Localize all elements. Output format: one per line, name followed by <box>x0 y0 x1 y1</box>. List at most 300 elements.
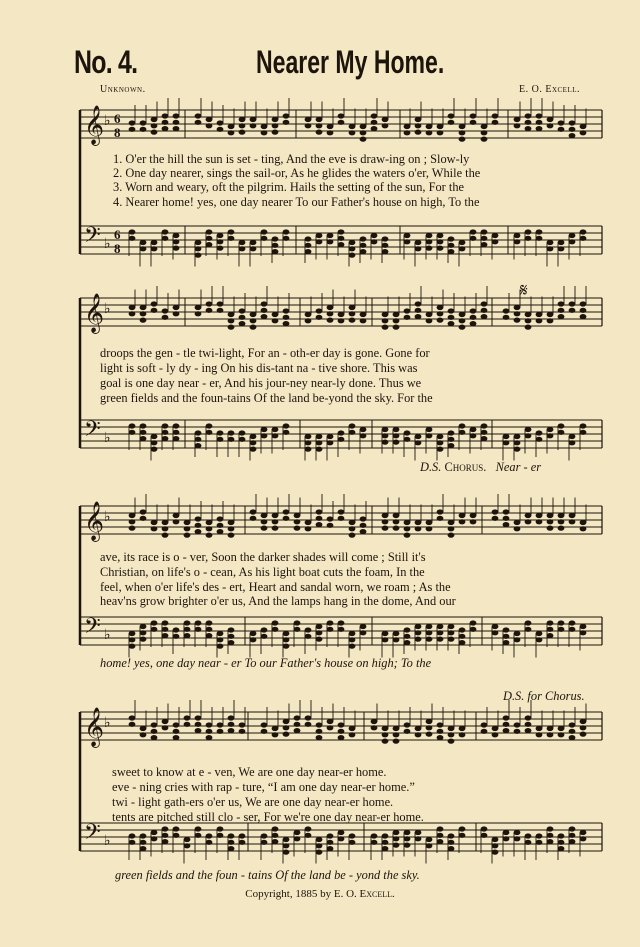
note-head <box>360 124 367 129</box>
note-head <box>184 715 191 720</box>
note-head <box>404 308 411 313</box>
note-head <box>250 509 257 514</box>
note-head <box>338 735 345 740</box>
note-head <box>162 520 169 525</box>
note-head <box>547 433 554 438</box>
note-head <box>283 850 290 855</box>
note-head <box>547 513 554 518</box>
note-head <box>349 305 356 310</box>
note-head <box>217 631 224 636</box>
note-head <box>536 113 543 118</box>
note-head <box>206 620 213 625</box>
note-head <box>448 732 455 737</box>
note-head <box>283 719 290 724</box>
note-head <box>184 843 191 848</box>
note-head <box>261 314 268 319</box>
note-head <box>151 308 158 313</box>
note-head <box>184 722 191 727</box>
note-head <box>503 722 510 727</box>
note-head <box>382 318 389 323</box>
note-head <box>140 311 147 316</box>
note-head <box>316 624 323 629</box>
note-head <box>415 434 422 439</box>
note-head <box>261 519 268 524</box>
note-head <box>360 624 367 629</box>
note-head <box>129 840 136 845</box>
note-head <box>437 516 444 521</box>
note-head <box>261 229 268 234</box>
verse-2-line-2: light is soft - ly dy - ing On his dis-tant na - tive shore. This was <box>100 361 418 375</box>
note-head <box>371 113 378 118</box>
note-head <box>129 120 136 125</box>
note-head <box>481 430 488 435</box>
note-head <box>316 729 323 734</box>
note-head <box>514 637 521 642</box>
note-head <box>327 239 334 244</box>
note-head <box>195 246 202 251</box>
note-head <box>206 229 213 234</box>
note-head <box>140 840 147 845</box>
note-head <box>294 715 301 720</box>
note-head <box>448 120 455 125</box>
note-head <box>569 513 576 518</box>
note-head <box>162 833 169 838</box>
note-head <box>360 529 367 534</box>
note-head <box>162 526 169 531</box>
note-head <box>547 117 554 122</box>
note-head <box>272 243 279 248</box>
note-head <box>173 311 180 316</box>
note-head <box>547 246 554 251</box>
note-head <box>448 533 455 538</box>
note-head <box>294 513 301 518</box>
note-head <box>503 715 510 720</box>
note-head <box>206 123 213 128</box>
note-head <box>162 236 169 241</box>
note-head <box>525 627 532 632</box>
note-head <box>316 434 323 439</box>
note-head <box>129 513 136 518</box>
note-head <box>415 314 422 319</box>
note-head <box>272 732 279 737</box>
note-head <box>580 520 587 525</box>
note-head <box>283 516 290 521</box>
note-head <box>217 722 224 727</box>
note-head <box>140 630 147 635</box>
time-signature: 8 <box>114 125 121 140</box>
note-head <box>415 526 422 531</box>
note-head <box>228 229 235 234</box>
note-head <box>404 130 411 135</box>
note-head <box>459 246 466 251</box>
note-head <box>503 836 510 841</box>
note-head <box>195 253 202 258</box>
note-head <box>349 840 356 845</box>
note-head <box>239 130 246 135</box>
note-head <box>558 846 565 851</box>
note-head <box>426 520 433 525</box>
note-head <box>426 130 433 135</box>
note-head <box>206 236 213 241</box>
note-head <box>547 839 554 844</box>
note-head <box>129 519 136 524</box>
note-head <box>206 533 213 538</box>
note-head <box>294 728 301 733</box>
note-head <box>448 833 455 838</box>
note-head <box>217 437 224 442</box>
note-head <box>294 526 301 531</box>
note-head <box>239 246 246 251</box>
note-head <box>217 233 224 238</box>
note-head <box>239 308 246 313</box>
note-head <box>217 523 224 528</box>
note-head <box>448 315 455 320</box>
note-head <box>129 236 136 241</box>
note-head <box>305 434 312 439</box>
note-head <box>503 522 510 527</box>
note-head <box>437 826 444 831</box>
note-head <box>316 123 323 128</box>
note-head <box>228 318 235 323</box>
note-head <box>492 624 499 629</box>
note-head <box>426 233 433 238</box>
note-head <box>261 427 268 432</box>
note-head <box>283 308 290 313</box>
note-head <box>426 630 433 635</box>
note-head <box>536 631 543 636</box>
note-head <box>206 117 213 122</box>
note-head <box>415 732 422 737</box>
note-head <box>580 732 587 737</box>
note-head <box>294 627 301 632</box>
note-head <box>514 434 521 439</box>
note-head <box>250 318 257 323</box>
note-head <box>206 520 213 525</box>
note-head <box>338 509 345 514</box>
note-head <box>206 735 213 740</box>
note-head <box>327 523 334 528</box>
note-head <box>404 520 411 525</box>
note-head <box>514 123 521 128</box>
note-head <box>173 722 180 727</box>
note-head <box>195 523 202 528</box>
note-head <box>195 120 202 125</box>
note-head <box>261 627 268 632</box>
note-head <box>283 430 290 435</box>
ds-chorus-marker: D.S. Chorus. Near - er <box>420 460 542 474</box>
note-head <box>162 430 169 435</box>
note-head <box>470 519 477 524</box>
verse-4-line-3: heav'ns grow brighter o'er us, And the lamps hang in the dome, And our <box>100 594 456 608</box>
note-head <box>580 725 587 730</box>
note-head <box>437 735 444 740</box>
note-head <box>239 315 246 320</box>
note-head <box>228 520 235 525</box>
note-head <box>305 236 312 241</box>
note-head <box>316 315 323 320</box>
note-head <box>536 637 543 642</box>
note-head <box>404 627 411 632</box>
verse-1-line-4: sweet to know at e - ven, We are one day near-er home. <box>112 765 387 779</box>
note-head <box>140 423 147 428</box>
note-head <box>580 423 587 428</box>
note-head <box>327 840 334 845</box>
note-head <box>250 117 257 122</box>
note-head <box>261 433 268 438</box>
note-head <box>547 526 554 531</box>
note-head <box>228 526 235 531</box>
note-head <box>393 732 400 737</box>
note-head <box>206 633 213 638</box>
note-head <box>547 240 554 245</box>
note-head <box>316 308 323 313</box>
note-head <box>261 729 268 734</box>
verse-4-line-4: tents are pitched still clo - ser, For we're one day near-er home. <box>112 810 424 824</box>
note-head <box>481 229 488 234</box>
note-head <box>162 620 169 625</box>
note-head <box>547 833 554 838</box>
note-head <box>162 315 169 320</box>
note-head <box>305 249 312 254</box>
note-head <box>415 246 422 251</box>
note-head <box>525 722 532 727</box>
note-head <box>415 637 422 642</box>
note-head <box>580 314 587 319</box>
note-head <box>162 229 169 234</box>
note-head <box>239 117 246 122</box>
note-head <box>470 620 477 625</box>
note-head <box>481 826 488 831</box>
note-head <box>558 620 565 625</box>
note-head <box>151 526 158 531</box>
note-head <box>492 843 499 848</box>
note-head <box>536 519 543 524</box>
note-head <box>503 434 510 439</box>
note-head <box>426 843 433 848</box>
note-head <box>393 637 400 642</box>
note-head <box>481 137 488 142</box>
note-head <box>503 640 510 645</box>
bass-clef-icon: 𝄢 <box>84 223 101 253</box>
segno-icon: 𝄋 <box>520 280 528 301</box>
note-head <box>569 434 576 439</box>
note-head <box>250 325 257 330</box>
note-head <box>569 833 576 838</box>
note-head <box>162 308 169 313</box>
note-head <box>426 427 433 432</box>
note-head <box>272 519 279 524</box>
note-head <box>569 133 576 138</box>
note-head <box>569 440 576 445</box>
note-head <box>426 624 433 629</box>
note-head <box>250 637 257 642</box>
note-head <box>316 735 323 740</box>
note-head <box>129 311 136 316</box>
note-head <box>316 843 323 848</box>
note-head <box>514 631 521 636</box>
note-head <box>327 719 334 724</box>
verse-2-line-3: Christian, on life's o - cean, As his light boat cuts the foam, In the <box>100 565 425 579</box>
note-head <box>404 533 411 538</box>
note-head <box>129 305 136 310</box>
note-head <box>349 520 356 525</box>
note-head <box>151 434 158 439</box>
note-head <box>382 249 389 254</box>
note-head <box>338 120 345 125</box>
note-head <box>558 833 565 838</box>
note-head <box>514 239 521 244</box>
note-head <box>459 318 466 323</box>
note-head <box>393 519 400 524</box>
note-head <box>536 312 543 317</box>
note-head <box>459 732 466 737</box>
note-head <box>283 843 290 848</box>
note-head <box>294 620 301 625</box>
verse-4-line-1: 4. Nearer home! yes, one day nearer To our Father's house on high, To the <box>113 195 480 209</box>
note-head <box>426 318 433 323</box>
verse-4-line-2: green fields and the foun-tains Of the land be-yond the sky. For the <box>100 391 433 405</box>
note-head <box>173 120 180 125</box>
time-signature: 6 <box>114 227 121 242</box>
note-head <box>228 728 235 733</box>
flat-icon: ♭ <box>104 430 111 446</box>
note-head <box>316 637 323 642</box>
note-head <box>283 631 290 636</box>
note-head <box>349 130 356 135</box>
note-head <box>547 633 554 638</box>
note-head <box>481 314 488 319</box>
note-head <box>404 640 411 645</box>
copyright-notice: Copyright, 1885 by E. O. Excell. <box>245 888 395 900</box>
note-head <box>547 318 554 323</box>
note-head <box>437 624 444 629</box>
note-head <box>459 833 466 838</box>
note-head <box>525 840 532 845</box>
note-head <box>316 516 323 521</box>
note-head <box>305 715 312 720</box>
note-head <box>547 427 554 432</box>
note-head <box>338 312 345 317</box>
note-head <box>393 318 400 323</box>
note-head <box>338 437 345 442</box>
note-head <box>448 308 455 313</box>
note-head <box>536 318 543 323</box>
note-head <box>228 124 235 129</box>
note-head <box>514 318 521 323</box>
note-head <box>360 427 367 432</box>
note-head <box>228 627 235 632</box>
note-head <box>239 722 246 727</box>
note-head <box>580 430 587 435</box>
note-head <box>294 519 301 524</box>
note-head <box>393 726 400 731</box>
note-head <box>448 443 455 448</box>
note-head <box>195 627 202 632</box>
note-head <box>184 627 191 632</box>
note-head <box>195 529 202 534</box>
note-head <box>371 725 378 730</box>
note-head <box>349 726 356 731</box>
note-head <box>448 113 455 118</box>
note-head <box>393 830 400 835</box>
note-head <box>173 305 180 310</box>
note-head <box>173 246 180 251</box>
note-head <box>492 516 499 521</box>
note-head <box>261 130 268 135</box>
note-head <box>558 430 565 435</box>
note-head <box>316 130 323 135</box>
note-head <box>580 301 587 306</box>
note-head <box>195 826 202 831</box>
note-head <box>184 533 191 538</box>
note-head <box>371 719 378 724</box>
note-head <box>283 644 290 649</box>
note-head <box>129 644 136 649</box>
note-head <box>448 846 455 851</box>
note-head <box>569 627 576 632</box>
note-head <box>305 634 312 639</box>
note-head <box>195 722 202 727</box>
note-head <box>272 123 279 128</box>
note-head <box>360 312 367 317</box>
verse-3-line-4: twi - light gath-ers o'er us, We are one day near-er home. <box>112 795 394 809</box>
note-head <box>415 240 422 245</box>
note-head <box>206 423 213 428</box>
note-head <box>470 627 477 632</box>
note-head <box>404 233 411 238</box>
note-head <box>481 308 488 313</box>
note-head <box>426 246 433 251</box>
note-head <box>217 127 224 132</box>
note-head <box>503 830 510 835</box>
verse-1-line-2: droops the gen - tle twi-light, For an - oth-er day is gone. Gone for <box>100 346 430 360</box>
bass-clef-icon: 𝄢 <box>84 614 101 644</box>
note-head <box>217 529 224 534</box>
note-head <box>525 120 532 125</box>
note-head <box>525 715 532 720</box>
note-head <box>426 312 433 317</box>
note-head <box>393 312 400 317</box>
flat-icon: ♭ <box>104 627 111 643</box>
note-head <box>371 239 378 244</box>
note-head <box>316 850 323 855</box>
verse-2-line-1: 2. One day nearer, sings the sail-or, As he glides the waters o'er, While the <box>113 166 481 180</box>
note-head <box>250 440 257 445</box>
note-head <box>448 249 455 254</box>
note-head <box>448 243 455 248</box>
note-head <box>283 113 290 118</box>
note-head <box>217 729 224 734</box>
note-head <box>151 735 158 740</box>
note-head <box>580 719 587 724</box>
note-head <box>525 229 532 234</box>
note-head <box>162 113 169 118</box>
note-head <box>459 240 466 245</box>
note-head <box>250 447 257 452</box>
note-head <box>558 127 565 132</box>
note-head <box>162 839 169 844</box>
note-head <box>140 726 147 731</box>
note-head <box>228 640 235 645</box>
note-head <box>481 236 488 241</box>
note-head <box>448 236 455 241</box>
note-head <box>547 123 554 128</box>
note-head <box>206 301 213 306</box>
note-head <box>217 516 224 521</box>
note-head <box>514 722 521 727</box>
note-head <box>393 843 400 848</box>
note-head <box>525 513 532 518</box>
